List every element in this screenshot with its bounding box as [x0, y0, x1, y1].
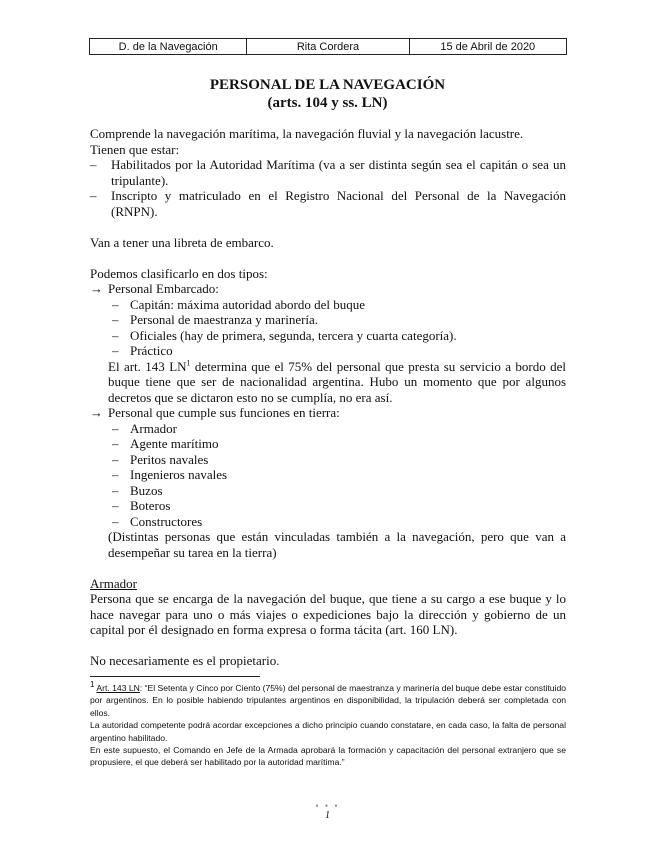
- page-number: 1: [325, 810, 330, 821]
- footnote-article-ref: Art. 143 LN: [96, 683, 140, 693]
- embarked-label: Personal Embarcado:: [108, 281, 219, 296]
- footnote-text: : “El Setenta y Cinco por Ciento (75%) del personal de maestranza y marinería del buque debe estar constituido por argentinos. En lo posible habiendo tripulantes argentinos en disponibilidad, la tripulación deberá ser completada con ellos.: [90, 683, 567, 718]
- embarked-subitem: [90, 343, 566, 359]
- land-note: (Distintas personas que están vinculadas también a la navegación, pero que van a desempeñar su tarea en la tierra): [108, 529, 566, 560]
- land-subitem: [90, 483, 566, 499]
- subitem-text: Peritos navales: [130, 451, 209, 467]
- dash-mark: –: [90, 188, 97, 203]
- land-subitem: [90, 498, 566, 514]
- dash-mark: –: [112, 296, 119, 312]
- land-subitem: [90, 421, 566, 437]
- logbook-paragraph: Van a tener una libreta de embarco.: [90, 234, 274, 250]
- embarked-subitem: [90, 328, 566, 344]
- requirement-item: [90, 188, 566, 219]
- embarked-subitem: [90, 312, 566, 328]
- land-subitem: [90, 436, 566, 452]
- footnote-separator: [90, 676, 260, 677]
- subitem-text: Armador: [130, 420, 177, 436]
- document-body: [90, 126, 566, 669]
- land-subitem: [90, 467, 566, 483]
- document-header: [89, 38, 567, 55]
- requirement-item: [90, 157, 566, 188]
- footnote-ref[interactable]: 1: [186, 358, 191, 368]
- land-subitem: [90, 514, 566, 530]
- embarked-personnel-item: [90, 281, 566, 297]
- page-title: PERSONAL DE LA NAVEGACIÓN: [209, 77, 446, 93]
- dash-mark: –: [112, 467, 119, 482]
- subitem-text: Ingenieros navales: [130, 467, 228, 482]
- page-ornament: • • •: [315, 801, 340, 811]
- dash-mark: –: [112, 513, 119, 529]
- subitem-text: Capitán: máxima autoridad abordo del buque: [130, 296, 366, 312]
- land-subitem: [90, 452, 566, 468]
- requirement-text: Habilitados por la Autoridad Marítima (va a ser distinta según sea el capitán o sea un tripulante).: [111, 157, 566, 188]
- embarked-note: [90, 359, 566, 406]
- arrow-icon: →: [90, 405, 103, 420]
- dash-mark: –: [112, 327, 119, 343]
- intro-paragraph: Comprende la navegación marítima, la navegación fluvial y la navegación lacustre.: [90, 126, 524, 141]
- requirement-text: Inscripto y matriculado en el Registro Nacional del Personal de la Navegación (RNPN).: [111, 188, 566, 219]
- footnote-section: [90, 682, 566, 769]
- subitem-text: Práctico: [130, 343, 173, 358]
- arrow-icon: →: [90, 281, 103, 296]
- armador-note: No necesariamente es el propietario.: [90, 653, 280, 668]
- dash-mark: –: [112, 436, 119, 451]
- subitem-text: Constructores: [130, 513, 203, 529]
- dash-mark: –: [112, 451, 119, 467]
- requirements-intro: Tienen que estar:: [90, 141, 180, 157]
- dash-mark: –: [112, 482, 119, 498]
- subitem-text: Personal de maestranza y marinería.: [130, 312, 319, 327]
- embarked-subitem: [90, 297, 566, 313]
- header-subject: D. de la Navegación: [90, 39, 247, 55]
- dash-mark: –: [90, 157, 97, 172]
- footnote-number: 1: [90, 680, 95, 690]
- header-author: Rita Cordera: [247, 39, 409, 55]
- subitem-text: Agente marítimo: [130, 436, 219, 451]
- header-date: 15 de Abril de 2020: [409, 39, 566, 55]
- page-subtitle: (arts. 104 y ss. LN): [267, 95, 388, 111]
- dash-mark: –: [112, 420, 119, 436]
- dash-mark: –: [112, 343, 119, 358]
- subitem-text: Oficiales (hay de primera, segunda, tercera y cuarta categoría).: [130, 327, 457, 343]
- note-text: determina que el 75% del personal que presta su servicio a bordo del buque tiene que ser de nacionalidad argentina. Hubo un momento que por algunos decretos que se dictaron esto no se cumplía, no era así.: [108, 358, 567, 405]
- subitem-text: Boteros: [130, 498, 171, 513]
- dash-mark: –: [112, 312, 119, 327]
- footnote-text: En este supuesto, el Comando en Jefe de la Armada aprobará la formación y capacitación del personal extranjero que se propusiere, el que deberá ser habilitado por la autoridad marítima.”: [90, 745, 566, 768]
- dash-mark: –: [112, 498, 119, 513]
- note-text: El art. 143 LN: [108, 358, 187, 374]
- land-label: Personal que cumple sus funciones en tierra:: [108, 405, 340, 420]
- subitem-text: Buzos: [130, 482, 163, 498]
- footnote-text: La autoridad competente podrá acordar excepciones a dicho principio cuando constatare, en cada caso, la falta de personal argentino habilitado.: [90, 720, 566, 743]
- armador-heading: Armador: [90, 575, 137, 591]
- land-personnel-item: [90, 405, 566, 421]
- armador-definition: Persona que se encarga de la navegación del buque, que tiene a su cargo a ese buque y lo hace navegar para uno o más viajes o expediciones bajo la dirección y gobierno de un capital por él designado en forma expresa o forma tácita (art. 160 LN).: [90, 591, 566, 637]
- classification-intro: Podemos clasificarlo en dos tipos:: [90, 265, 268, 281]
- footnote-1: [90, 682, 566, 719]
